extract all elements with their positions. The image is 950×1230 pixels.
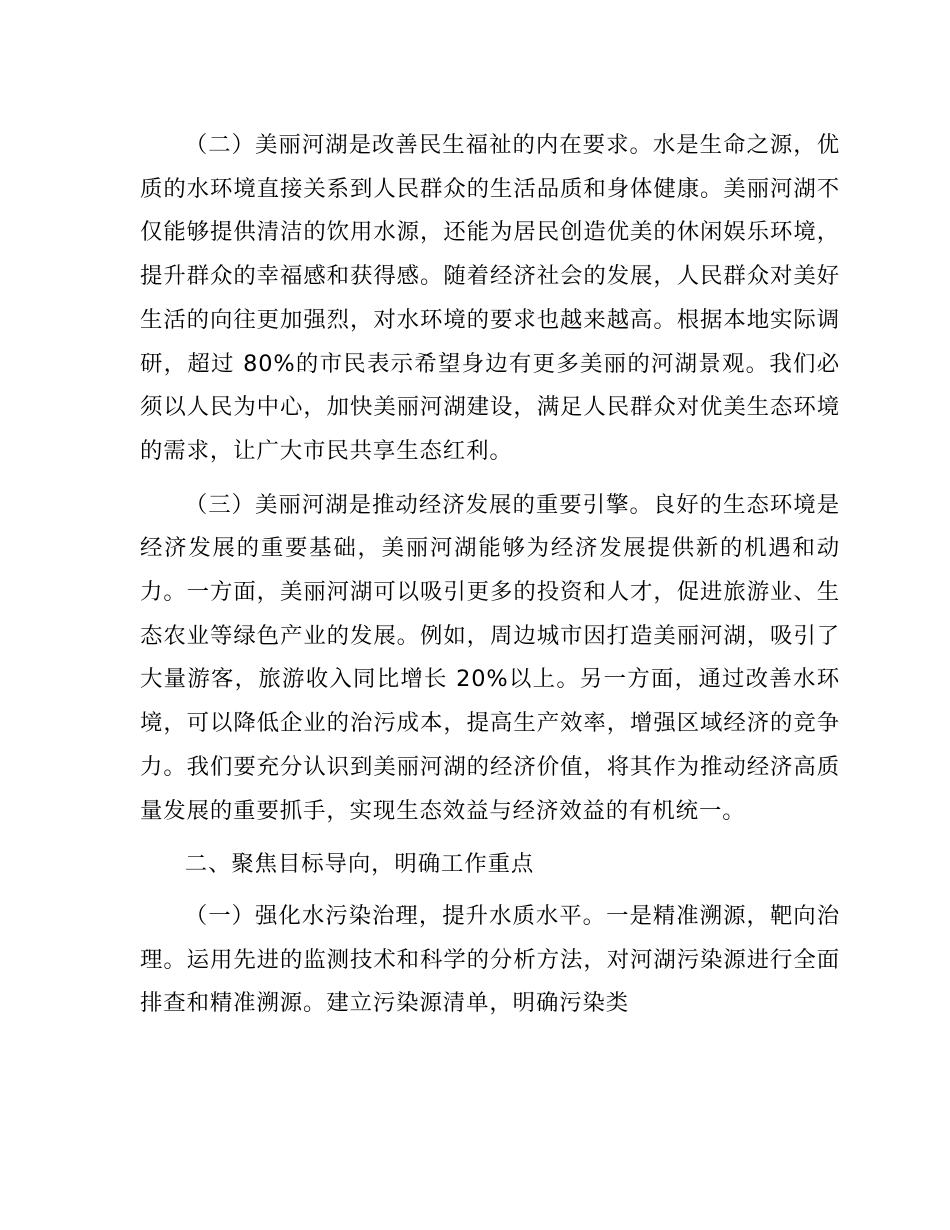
document-body [140,124,840,1036]
section-heading-goals: 二、聚焦目标导向，明确工作重点 [184,851,535,878]
paragraph-livelihood: （二）美丽河湖是改善民生福祉的内在要求。水是生命之源，优质的水环境直接关系到人民群众的生活品质和身体健康。美丽河湖不仅能够提供清洁的饮用水源，还能为居民创造优美的休闲娱乐环境，提升群众的幸福感和获得感。随着经济社会的发展，人民群众对美好生活的向往更加强烈，对水环境的要求也越来越高。根据本地实际调研，超过 80%的市民表示希望身边有更多美丽的河湖景观。我们必须以人民为中心，加快美丽河湖建设，满足人民群众对优美生态环境的需求，让广大市民共享生态红利。 [140,132,840,464]
paragraph-pollution-control: （一）强化水污染治理，提升水质水平。一是精准溯源，靶向治理。运用先进的监测技术和科学的分析方法，对河湖污染源进行全面排查和精准溯源。建立污染源清单，明确污染类 [140,902,840,1017]
paragraph-economy: （三）美丽河湖是推动经济发展的重要引擎。良好的生态环境是经济发展的重要基础，美丽河湖能够为经济发展提供新的机遇和动力。一方面，美丽河湖可以吸引更多的投资和人才，促进旅游业、生态农业等绿色产业的发展。例如，周边城市因打造美丽河湖，吸引了大量游客，旅游收入同比增长 20%以上。另一方面，通过改善水环境，可以降低企业的治污成本，提高生产效率，增强区域经济的竞争力。我们要充分认识到美丽河湖的经济价值，将其作为推动经济高质量发展的重要抓手，实现生态效益与经济效益的有机统一。 [140,491,840,824]
